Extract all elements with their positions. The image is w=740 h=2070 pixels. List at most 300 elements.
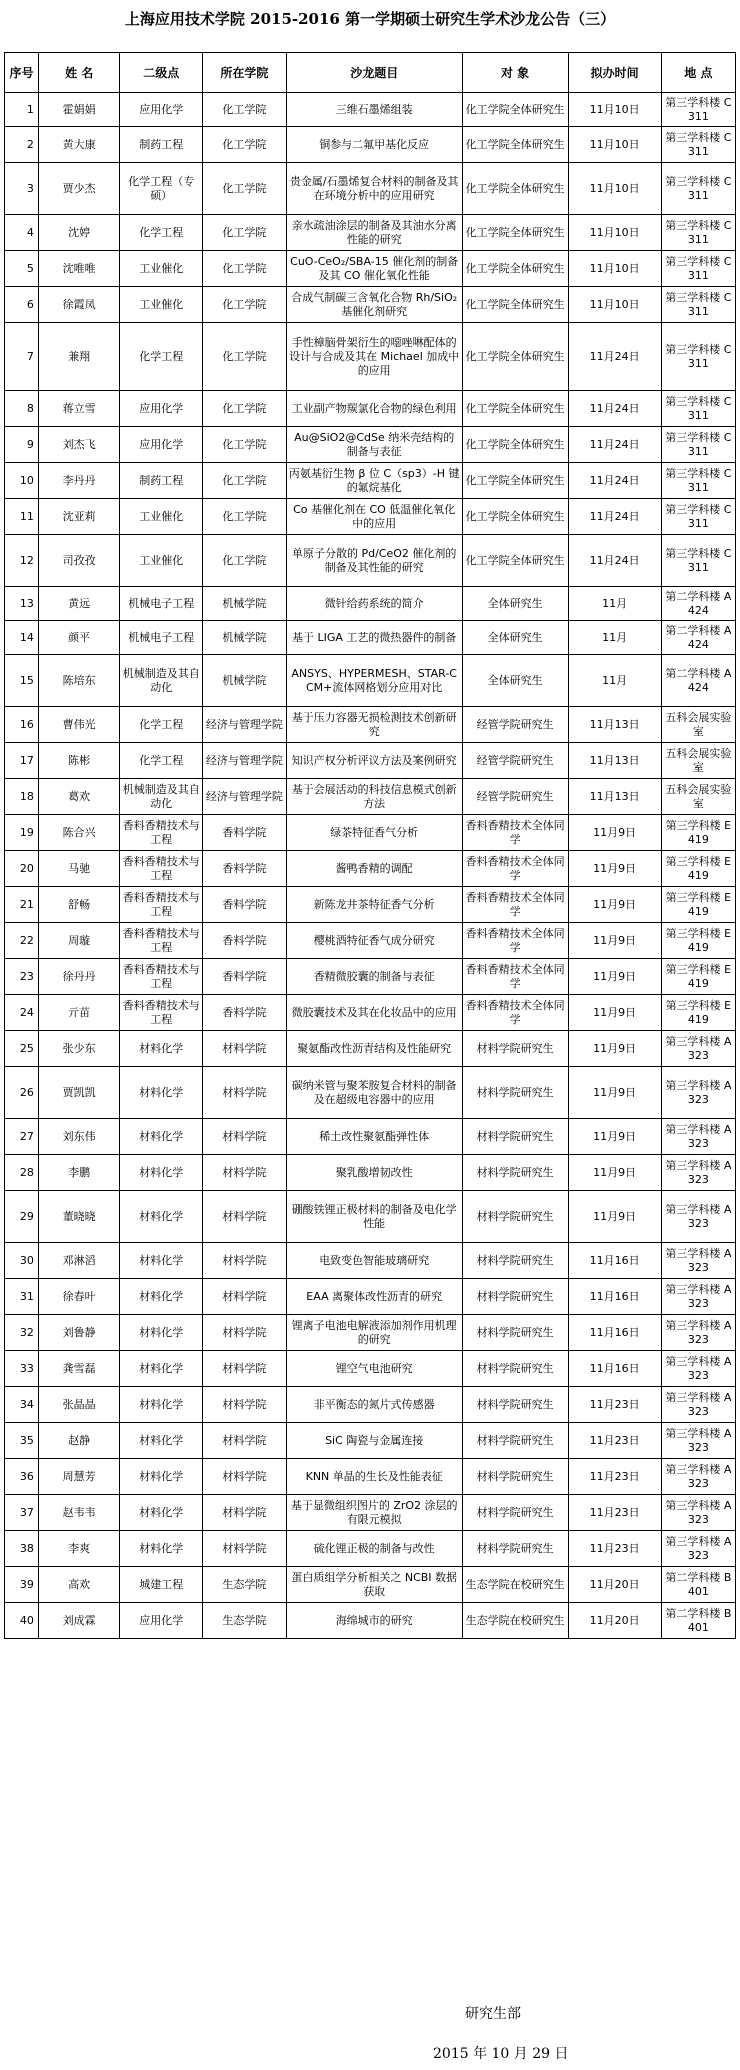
row-school: 化工学院 [203,127,287,163]
table-row [5,535,736,587]
row-discipline: 香料香精技术与工程 [120,887,203,923]
table-row [5,1423,736,1459]
table-row [5,1243,736,1279]
row-date: 11月24日 [568,427,661,463]
table-row [5,587,736,621]
table-row [5,1351,736,1387]
row-topic: 铜参与二氟甲基化反应 [286,127,462,163]
table-row [5,215,736,251]
row-audience: 材料学院研究生 [462,1155,568,1191]
row-no: 14 [5,621,39,655]
row-no: 16 [5,707,39,743]
row-name: 董晓晓 [38,1191,120,1243]
row-topic: 丙氨基衍生物 β 位 C（sp3）-H 键的氟烷基化 [286,463,462,499]
row-date: 11月13日 [568,743,661,779]
row-no: 10 [5,463,39,499]
header-row [5,53,736,93]
row-school: 经济与管理学院 [203,743,287,779]
row-audience: 化工学院全体研究生 [462,427,568,463]
row-topic: 基于会展活动的科技信息模式创新方法 [286,779,462,815]
table-row [5,887,736,923]
row-date: 11月24日 [568,499,661,535]
row-discipline: 机械电子工程 [120,587,203,621]
row-place: 第三学科楼 C311 [661,463,735,499]
row-discipline: 材料化学 [120,1351,203,1387]
row-topic: 微胶囊技术及其在化妆品中的应用 [286,995,462,1031]
row-name: 刘杰飞 [38,427,120,463]
row-date: 11月16日 [568,1279,661,1315]
row-discipline: 材料化学 [120,1067,203,1119]
table-row [5,1459,736,1495]
row-no: 11 [5,499,39,535]
row-audience: 化工学院全体研究生 [462,463,568,499]
row-discipline: 机械制造及其自动化 [120,655,203,707]
row-date: 11月23日 [568,1423,661,1459]
row-topic: 锂空气电池研究 [286,1351,462,1387]
row-place: 第三学科楼 C311 [661,499,735,535]
header-date: 拟办时间 [568,53,661,93]
row-no: 36 [5,1459,39,1495]
row-no: 6 [5,287,39,323]
row-place: 五科会展实验室 [661,743,735,779]
row-no: 3 [5,163,39,215]
row-discipline: 香料香精技术与工程 [120,995,203,1031]
table-row [5,655,736,707]
row-name: 赵静 [38,1423,120,1459]
row-name: 黄大康 [38,127,120,163]
row-audience: 化工学院全体研究生 [462,163,568,215]
row-place: 第三学科楼 C311 [661,535,735,587]
row-audience: 化工学院全体研究生 [462,215,568,251]
row-date: 11月24日 [568,463,661,499]
row-topic: 稀土改性聚氨酯弹性体 [286,1119,462,1155]
row-school: 材料学院 [203,1155,287,1191]
row-discipline: 材料化学 [120,1243,203,1279]
row-school: 生态学院 [203,1567,287,1603]
row-topic: 海绵城市的研究 [286,1603,462,1639]
row-discipline: 材料化学 [120,1191,203,1243]
row-name: 刘成霖 [38,1603,120,1639]
row-date: 11月24日 [568,391,661,427]
row-school: 香料学院 [203,851,287,887]
row-school: 材料学院 [203,1495,287,1531]
row-name: 贾凯凯 [38,1067,120,1119]
table-row [5,995,736,1031]
row-place: 第三学科楼 A323 [661,1279,735,1315]
table-row [5,815,736,851]
row-topic: 微针给药系统的简介 [286,587,462,621]
row-audience: 化工学院全体研究生 [462,535,568,587]
row-school: 化工学院 [203,163,287,215]
row-audience: 材料学院研究生 [462,1191,568,1243]
row-topic: 工业副产物羰氯化合物的绿色利用 [286,391,462,427]
row-no: 27 [5,1119,39,1155]
row-name: 沈亚莉 [38,499,120,535]
table-row [5,923,736,959]
row-place: 五科会展实验室 [661,707,735,743]
row-discipline: 材料化学 [120,1495,203,1531]
row-place: 第三学科楼 A323 [661,1423,735,1459]
row-place: 第二学科楼 A424 [661,621,735,655]
row-audience: 材料学院研究生 [462,1423,568,1459]
row-topic: 新陈龙井茶特征香气分析 [286,887,462,923]
row-topic: 聚乳酸增韧改性 [286,1155,462,1191]
row-audience: 全体研究生 [462,587,568,621]
row-school: 材料学院 [203,1531,287,1567]
row-name: 李丹丹 [38,463,120,499]
row-audience: 材料学院研究生 [462,1315,568,1351]
page-title-text: 上海应用技术学院 2015-2016 第一学期硕士研究生学术沙龙公告（三） [124,10,616,28]
row-name: 葛欢 [38,779,120,815]
row-place: 第三学科楼 C311 [661,127,735,163]
footer-department: 研究生部 [465,2006,521,2022]
row-name: 马驰 [38,851,120,887]
row-school: 香料学院 [203,995,287,1031]
row-school: 化工学院 [203,499,287,535]
table-row [5,621,736,655]
row-no: 29 [5,1191,39,1243]
row-school: 材料学院 [203,1191,287,1243]
row-place: 第三学科楼 A323 [661,1243,735,1279]
row-discipline: 制药工程 [120,127,203,163]
row-date: 11月9日 [568,1155,661,1191]
row-place: 第三学科楼 C311 [661,163,735,215]
row-discipline: 工业催化 [120,287,203,323]
row-name: 刘东伟 [38,1119,120,1155]
table-row [5,163,736,215]
row-date: 11月13日 [568,779,661,815]
row-topic: EAA 离聚体改性沥青的研究 [286,1279,462,1315]
row-topic: Co 基催化剂在 CO 低温催化氧化中的应用 [286,499,462,535]
row-no: 9 [5,427,39,463]
row-audience: 材料学院研究生 [462,1531,568,1567]
table-row [5,287,736,323]
row-discipline: 工业催化 [120,499,203,535]
row-discipline: 工业催化 [120,535,203,587]
row-no: 33 [5,1351,39,1387]
row-no: 35 [5,1423,39,1459]
row-topic: 三维石墨烯组装 [286,93,462,127]
row-date: 11月10日 [568,127,661,163]
row-school: 机械学院 [203,621,287,655]
table-row [5,1279,736,1315]
row-date: 11月9日 [568,959,661,995]
row-no: 8 [5,391,39,427]
row-date: 11月13日 [568,707,661,743]
row-audience: 香料香精技术全体同学 [462,959,568,995]
row-name: 陈合兴 [38,815,120,851]
row-audience: 化工学院全体研究生 [462,323,568,391]
row-no: 39 [5,1567,39,1603]
row-name: 张晶晶 [38,1387,120,1423]
row-discipline: 材料化学 [120,1031,203,1067]
row-audience: 材料学院研究生 [462,1243,568,1279]
row-topic: Au@SiO2@CdSe 纳米壳结构的制备与表征 [286,427,462,463]
row-school: 机械学院 [203,655,287,707]
row-audience: 材料学院研究生 [462,1387,568,1423]
row-audience: 化工学院全体研究生 [462,287,568,323]
row-place: 第三学科楼 E419 [661,887,735,923]
table-header [5,53,736,93]
table-row [5,1315,736,1351]
row-date: 11月9日 [568,1067,661,1119]
row-discipline: 机械制造及其自动化 [120,779,203,815]
row-school: 化工学院 [203,427,287,463]
row-discipline: 机械电子工程 [120,621,203,655]
row-audience: 材料学院研究生 [462,1031,568,1067]
row-name: 兼翔 [38,323,120,391]
row-topic: 锂离子电池电解液添加剂作用机理的研究 [286,1315,462,1351]
row-place: 第三学科楼 E419 [661,959,735,995]
row-school: 经济与管理学院 [203,707,287,743]
row-date: 11月23日 [568,1459,661,1495]
row-audience: 材料学院研究生 [462,1495,568,1531]
row-no: 26 [5,1067,39,1119]
row-name: 刘鲁静 [38,1315,120,1351]
row-no: 1 [5,93,39,127]
row-discipline: 香料香精技术与工程 [120,851,203,887]
table-row [5,1119,736,1155]
header-audience: 对 象 [462,53,568,93]
row-no: 28 [5,1155,39,1191]
row-discipline: 材料化学 [120,1155,203,1191]
row-topic: 基于 LIGA 工艺的微热器件的制备 [286,621,462,655]
row-date: 11月16日 [568,1243,661,1279]
table-row [5,127,736,163]
row-name: 霍娟娟 [38,93,120,127]
row-no: 37 [5,1495,39,1531]
row-place: 五科会展实验室 [661,779,735,815]
row-name: 舒畅 [38,887,120,923]
row-school: 材料学院 [203,1351,287,1387]
row-place: 第二学科楼 B401 [661,1567,735,1603]
row-audience: 经管学院研究生 [462,707,568,743]
row-name: 沈唯唯 [38,251,120,287]
row-discipline: 化学工程 [120,743,203,779]
row-name: 沈婷 [38,215,120,251]
row-no: 18 [5,779,39,815]
row-discipline: 材料化学 [120,1387,203,1423]
row-audience: 材料学院研究生 [462,1067,568,1119]
row-date: 11月9日 [568,851,661,887]
row-audience: 化工学院全体研究生 [462,391,568,427]
row-no: 31 [5,1279,39,1315]
row-date: 11月20日 [568,1567,661,1603]
row-topic: 亲水疏油涂层的制备及其油水分离性能的研究 [286,215,462,251]
row-name: 张少东 [38,1031,120,1067]
table-row [5,1603,736,1639]
row-no: 17 [5,743,39,779]
row-place: 第三学科楼 C311 [661,391,735,427]
row-school: 化工学院 [203,535,287,587]
row-school: 化工学院 [203,251,287,287]
row-topic: 知识产权分析评议方法及案例研究 [286,743,462,779]
row-place: 第三学科楼 C311 [661,323,735,391]
row-school: 机械学院 [203,587,287,621]
table-row [5,851,736,887]
row-discipline: 应用化学 [120,93,203,127]
row-place: 第二学科楼 A424 [661,587,735,621]
row-no: 34 [5,1387,39,1423]
row-name: 贾少杰 [38,163,120,215]
row-date: 11月 [568,621,661,655]
row-place: 第三学科楼 A323 [661,1191,735,1243]
row-topic: 碳纳米管与聚苯胺复合材料的制备及在超级电容器中的应用 [286,1067,462,1119]
row-name: 蒋立雪 [38,391,120,427]
row-name: 赵韦韦 [38,1495,120,1531]
table-row [5,1531,736,1567]
row-no: 5 [5,251,39,287]
row-audience: 材料学院研究生 [462,1459,568,1495]
row-topic: 硼酸铁锂正极材料的制备及电化学性能 [286,1191,462,1243]
row-no: 12 [5,535,39,587]
row-name: 邓淋滔 [38,1243,120,1279]
row-place: 第三学科楼 C311 [661,215,735,251]
row-discipline: 材料化学 [120,1279,203,1315]
table-row [5,1067,736,1119]
table-row [5,959,736,995]
table-row [5,499,736,535]
row-name: 黄远 [38,587,120,621]
row-school: 化工学院 [203,463,287,499]
row-discipline: 材料化学 [120,1531,203,1567]
header-topic: 沙龙题目 [286,53,462,93]
row-topic: 樱桃酒特征香气成分研究 [286,923,462,959]
row-place: 第二学科楼 B401 [661,1603,735,1639]
row-place: 第三学科楼 A323 [661,1155,735,1191]
row-date: 11月10日 [568,215,661,251]
row-place: 第三学科楼 A323 [661,1067,735,1119]
row-topic: KNN 单晶的生长及性能表征 [286,1459,462,1495]
row-no: 20 [5,851,39,887]
row-discipline: 化学工程 [120,215,203,251]
header-no: 序号 [5,53,39,93]
row-date: 11月23日 [568,1531,661,1567]
row-discipline: 材料化学 [120,1423,203,1459]
row-place: 第三学科楼 A323 [661,1315,735,1351]
row-discipline: 香料香精技术与工程 [120,959,203,995]
row-audience: 化工学院全体研究生 [462,499,568,535]
row-topic: ANSYS、HYPERMESH、STAR-CCM+流体网格划分应用对比 [286,655,462,707]
header-name: 姓 名 [38,53,120,93]
row-no: 7 [5,323,39,391]
row-school: 材料学院 [203,1459,287,1495]
row-discipline: 材料化学 [120,1315,203,1351]
row-name: 亓苗 [38,995,120,1031]
row-name: 曹伟光 [38,707,120,743]
row-name: 司孜孜 [38,535,120,587]
row-place: 第三学科楼 A323 [661,1031,735,1067]
row-name: 徐霞凤 [38,287,120,323]
table-row [5,463,736,499]
row-no: 30 [5,1243,39,1279]
row-name: 龚雪磊 [38,1351,120,1387]
row-name: 李鹏 [38,1155,120,1191]
row-discipline: 工业催化 [120,251,203,287]
row-name: 周璇 [38,923,120,959]
row-audience: 香料香精技术全体同学 [462,995,568,1031]
row-place: 第三学科楼 E419 [661,851,735,887]
header-school: 所在学院 [203,53,287,93]
row-topic: 非平衡态的氮片式传感器 [286,1387,462,1423]
row-date: 11月9日 [568,995,661,1031]
row-discipline: 材料化学 [120,1119,203,1155]
row-name: 高欢 [38,1567,120,1603]
row-date: 11月9日 [568,887,661,923]
row-date: 11月9日 [568,1031,661,1067]
row-place: 第三学科楼 A323 [661,1531,735,1567]
row-name: 陈培东 [38,655,120,707]
row-date: 11月10日 [568,287,661,323]
row-no: 2 [5,127,39,163]
row-date: 11月16日 [568,1351,661,1387]
row-audience: 材料学院研究生 [462,1119,568,1155]
row-date: 11月 [568,587,661,621]
row-no: 23 [5,959,39,995]
row-date: 11月20日 [568,1603,661,1639]
row-topic: 硫化锂正极的制备与改性 [286,1531,462,1567]
row-date: 11月23日 [568,1495,661,1531]
row-school: 材料学院 [203,1279,287,1315]
row-topic: 合成气制碳三含氧化合物 Rh/SiO₂ 基催化剂研究 [286,287,462,323]
row-name: 徐丹丹 [38,959,120,995]
row-topic: 电致变色智能玻璃研究 [286,1243,462,1279]
row-date: 11月9日 [568,815,661,851]
row-name: 颜平 [38,621,120,655]
row-topic: 绿茶特征香气分析 [286,815,462,851]
row-school: 香料学院 [203,923,287,959]
table-row [5,1031,736,1067]
row-audience: 全体研究生 [462,621,568,655]
table-row [5,1495,736,1531]
row-topic: 酱鸭香精的调配 [286,851,462,887]
row-no: 22 [5,923,39,959]
row-school: 香料学院 [203,887,287,923]
row-place: 第三学科楼 C311 [661,93,735,127]
table-row [5,93,736,127]
row-school: 材料学院 [203,1423,287,1459]
row-discipline: 应用化学 [120,427,203,463]
row-discipline: 化学工程（专硕） [120,163,203,215]
row-discipline: 城建工程 [120,1567,203,1603]
row-audience: 香料香精技术全体同学 [462,923,568,959]
page-title [0,8,740,30]
row-place: 第三学科楼 A323 [661,1387,735,1423]
table-row [5,1191,736,1243]
salon-table [4,52,736,1639]
table-row [5,427,736,463]
row-place: 第三学科楼 A323 [661,1351,735,1387]
row-topic: SiC 陶瓷与金属连接 [286,1423,462,1459]
row-audience: 材料学院研究生 [462,1351,568,1387]
row-school: 材料学院 [203,1315,287,1351]
row-date: 11月 [568,655,661,707]
row-name: 陈彬 [38,743,120,779]
row-name: 李爽 [38,1531,120,1567]
row-place: 第三学科楼 C311 [661,427,735,463]
row-place: 第三学科楼 C311 [661,287,735,323]
row-school: 生态学院 [203,1603,287,1639]
row-date: 11月10日 [568,251,661,287]
row-topic: 香精微胶囊的制备与表征 [286,959,462,995]
table-row [5,1387,736,1423]
row-no: 25 [5,1031,39,1067]
row-audience: 化工学院全体研究生 [462,127,568,163]
table-row [5,1567,736,1603]
row-no: 40 [5,1603,39,1639]
row-school: 材料学院 [203,1243,287,1279]
row-discipline: 化学工程 [120,707,203,743]
